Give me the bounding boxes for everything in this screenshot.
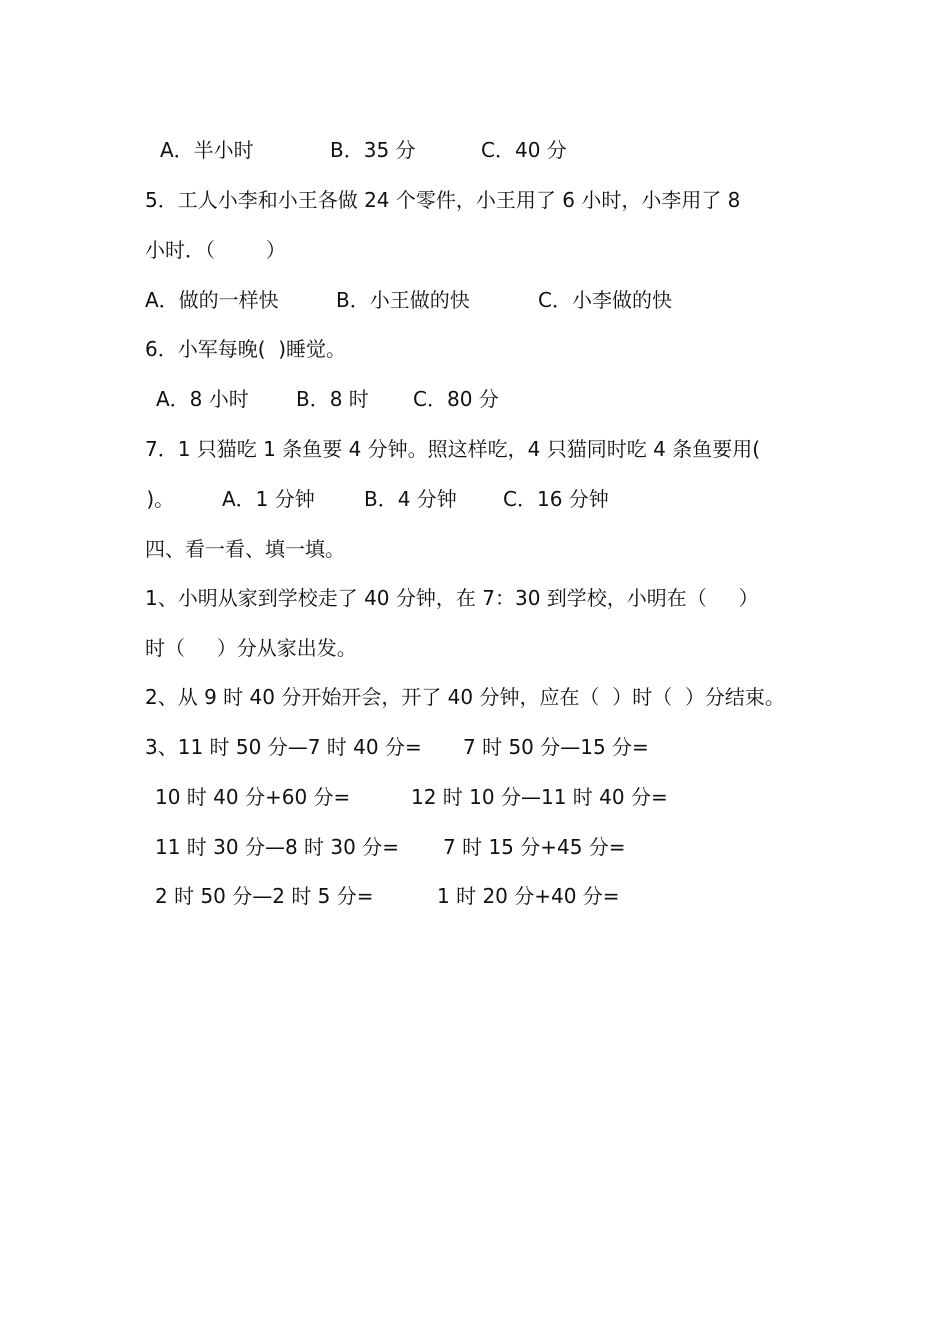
q7-stem-text-2: )。 <box>140 487 175 511</box>
q4-option-a: A．半小时 <box>160 138 254 162</box>
section4-p2-line <box>0 677 950 717</box>
calc-left: 2 时 50 分—2 时 5 分= <box>155 884 374 908</box>
q4-options-row <box>0 130 950 170</box>
calc-left: 10 时 40 分+60 分= <box>155 785 351 809</box>
q7-stem-line2 <box>0 479 950 519</box>
calc-row <box>0 827 950 867</box>
calc-right: 1 时 20 分+40 分= <box>437 884 620 908</box>
q6-option-b: B．8 时 <box>296 387 369 411</box>
q5-stem-line2 <box>0 230 950 270</box>
q4-option-b: B．35 分 <box>330 138 416 162</box>
q7-option-b: B．4 分钟 <box>364 487 457 511</box>
calc-right: 7 时 15 分+45 分= <box>443 835 626 859</box>
q5-stem-text-2: 小时．（ ） <box>145 238 286 262</box>
q5-stem-line1 <box>0 180 950 220</box>
q5-option-c: C．小李做的快 <box>538 288 672 312</box>
section4-heading: 四、看一看、填一填。 <box>145 537 345 561</box>
q5-stem-text-1: 5．工人小李和小王各做 24 个零件，小王用了 6 小时，小李用了 8 <box>145 188 741 212</box>
q5-option-a: A．做的一样快 <box>145 288 279 312</box>
q7-option-a: A．1 分钟 <box>222 487 315 511</box>
section4-p1-text-1: 1、小明从家到学校走了 40 分钟，在 7：30 到学校，小明在（ ） <box>145 586 759 610</box>
q4-option-c: C．40 分 <box>481 138 567 162</box>
q6-stem-line <box>0 329 950 369</box>
q5-option-b: B．小王做的快 <box>336 288 470 312</box>
calc-left: 11 时 30 分—8 时 30 分= <box>155 835 399 859</box>
q6-option-c: C．80 分 <box>413 387 499 411</box>
section4-p1-text-2: 时（ ）分从家出发。 <box>145 636 357 660</box>
q6-options-row <box>0 379 950 419</box>
q7-stem-text-1: 7．1 只猫吃 1 条鱼要 4 分钟。照这样吃，4 只猫同时吃 4 条鱼要用( <box>145 437 761 461</box>
section4-p2-text: 2、从 9 时 40 分开始开会，开了 40 分钟，应在（ ）时（ ）分结束。 <box>145 685 785 709</box>
q7-option-c: C．16 分钟 <box>503 487 609 511</box>
q6-stem-text: 6．小军每晚( )睡觉。 <box>145 337 347 361</box>
section4-p1-line2 <box>0 628 950 668</box>
q5-options-row <box>0 280 950 320</box>
section4-p1-line1 <box>0 578 950 618</box>
calc-row <box>0 876 950 916</box>
calc-row <box>0 777 950 817</box>
section4-heading-line <box>0 529 950 569</box>
section4-p3-first-problem: 3、11 时 50 分—7 时 40 分= <box>145 735 422 759</box>
section4-p3-line <box>0 727 950 767</box>
q6-option-a: A．8 小时 <box>156 387 249 411</box>
section4-p3-second-problem: 7 时 50 分—15 分= <box>463 735 649 759</box>
calc-right: 12 时 10 分—11 时 40 分= <box>411 785 668 809</box>
q7-stem-line1 <box>0 429 950 469</box>
